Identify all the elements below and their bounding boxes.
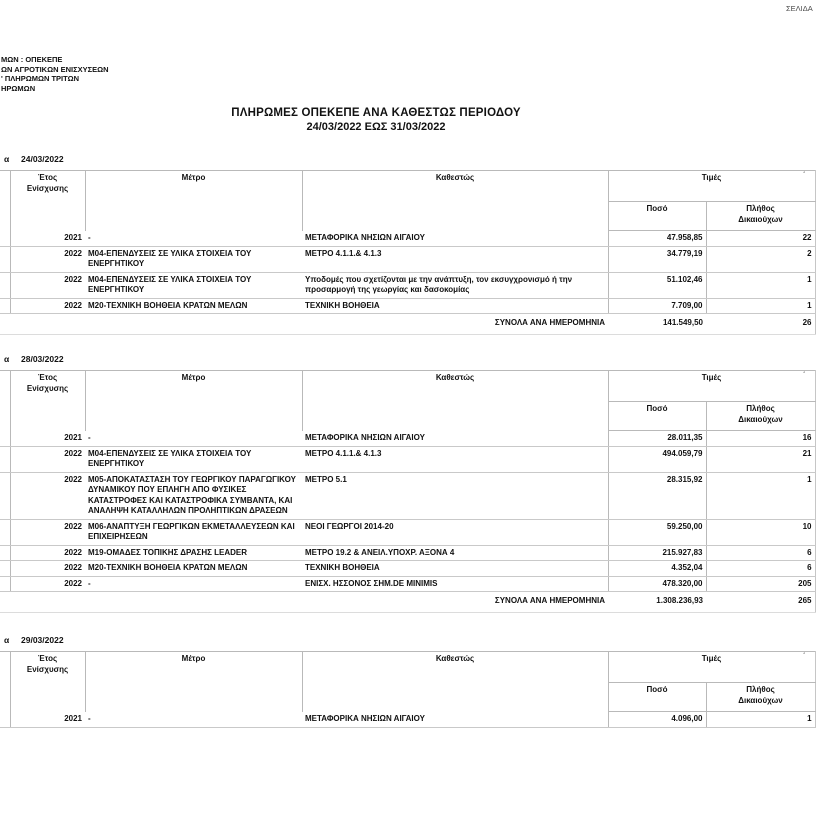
total-amount: 1.308.236,93: [608, 592, 706, 613]
cell-count: 10: [706, 519, 815, 545]
cell-year: 2022: [10, 472, 85, 519]
total-count: 26: [706, 314, 815, 335]
cell-measure: M19-ΟΜΑΔΕΣ ΤΟΠΙΚΗΣ ΔΡΑΣΗΣ LEADER: [85, 545, 302, 561]
cell-regime: ΝΕΟΙ ΓΕΩΡΓΟΙ 2014-20: [302, 519, 608, 545]
col-header-amount: Ποσό: [608, 202, 706, 231]
col-header-beneficiaries: Πλήθος Δικαιούχων: [706, 202, 815, 231]
col-header-beneficiaries: Πλήθος Δικαιούχων: [706, 683, 815, 712]
section-2022-03-29: [0, 635, 818, 728]
col-header-measure: Μέτρο: [85, 652, 302, 712]
agency-line-1: ΜΩΝ : ΟΠΕΚΕΠΕ: [1, 55, 63, 64]
section-date: 28/03/2022: [21, 354, 64, 364]
cell-regime: ΜΕΤΡΟ 19.2 & ΑΝΕΙΛ.ΥΠΟΧΡ. ΑΞΟΝΑ 4: [302, 545, 608, 561]
accent-mark: ΄: [802, 171, 806, 180]
section-2022-03-24: [0, 154, 818, 335]
cell-regime: ΜΕΤΡΟ 4.1.1.& 4.1.3: [302, 246, 608, 272]
payment-row: [0, 576, 815, 592]
cell-measure: -: [85, 712, 302, 728]
col-header-amount: Ποσό: [608, 402, 706, 431]
cell-year: 2022: [10, 545, 85, 561]
payment-row: [0, 272, 815, 298]
cell-regime: ΜΕΤΑΦΟΡΙΚΑ ΝΗΣΙΩΝ ΑΙΓΑΙΟΥ: [302, 712, 608, 728]
col-header-amount: Ποσό: [608, 683, 706, 712]
col-header-measure: Μέτρο: [85, 371, 302, 431]
payment-row: [0, 446, 815, 472]
cell-measure: M06-ΑΝΑΠΤΥΞΗ ΓΕΩΡΓΙΚΩΝ ΕΚΜΕΤΑΛΛΕΥΣΕΩΝ ΚΑΙ ΕΠΙΧΕΙΡΗΣΕΩΝ: [85, 519, 302, 545]
totals-row: [0, 592, 815, 613]
cell-count: 16: [706, 431, 815, 447]
date-prefix: α: [4, 635, 10, 645]
payment-row: [0, 712, 815, 728]
col-header-regime: Καθεστώς: [302, 171, 608, 231]
cell-regime: ΜΕΤΑΦΟΡΙΚΑ ΝΗΣΙΩΝ ΑΙΓΑΙΟΥ: [302, 431, 608, 447]
cell-year: 2021: [10, 431, 85, 447]
cut-column: [0, 652, 10, 712]
agency-line-4: ΗΡΩΜΩΝ: [1, 83, 36, 93]
col-header-values: Τιμές ΄: [608, 371, 815, 402]
cell-year: 2021: [10, 231, 85, 247]
report-title: ΠΛΗΡΩΜΕΣ ΟΠΕΚΕΠΕ ΑΝΑ ΚΑΘΕΣΤΩΣ ΠΕΡΙΟΔΟΥ: [231, 107, 521, 119]
cell-year: 2022: [10, 576, 85, 592]
payment-row: [0, 519, 815, 545]
cell-amount: 51.102,46: [608, 272, 706, 298]
totals-row: [0, 314, 815, 335]
cell-count: 6: [706, 561, 815, 577]
payment-row: [0, 246, 815, 272]
payments-table: [0, 170, 816, 335]
payments-table: [0, 651, 816, 728]
cell-year: 2022: [10, 446, 85, 472]
cell-count: 22: [706, 231, 815, 247]
cell-measure: -: [85, 231, 302, 247]
cell-regime: ΜΕΤΡΟ 4.1.1.& 4.1.3: [302, 446, 608, 472]
cell-regime: ΜΕΤΡΟ 5.1: [302, 472, 608, 519]
cell-year: 2022: [10, 246, 85, 272]
col-header-year: Έτος Ενίσχυσης: [10, 171, 85, 231]
cell-amount: 47.958,85: [608, 231, 706, 247]
cell-measure: -: [85, 431, 302, 447]
cell-regime: ΕΝΙΣΧ. ΗΣΣΟΝΟΣ ΣΗΜ.DE MINIMIS: [302, 576, 608, 592]
totals-label: ΣΥΝΟΛΑ ΑΝΑ ΗΜΕΡΟΜΗΝΙΑ: [0, 314, 608, 335]
section-date-line: [0, 154, 818, 165]
payments-table: [0, 370, 816, 613]
cell-amount: 4.096,00: [608, 712, 706, 728]
section-date-line: [0, 635, 818, 646]
section-date: 29/03/2022: [21, 635, 64, 645]
payment-row: [0, 231, 815, 247]
cell-regime: ΜΕΤΑΦΟΡΙΚΑ ΝΗΣΙΩΝ ΑΙΓΑΙΟΥ: [302, 231, 608, 247]
agency-line-2: ΩΝ ΑΓΡΟΤΙΚΩΝ ΕΝΙΣΧΥΣΕΩΝ: [1, 64, 109, 74]
cut-column: [0, 371, 10, 431]
cell-count: 2: [706, 246, 815, 272]
cell-amount: 215.927,83: [608, 545, 706, 561]
cell-amount: 478.320,00: [608, 576, 706, 592]
agency-line-3: ' ΠΛΗΡΩΜΩΝ ΤΡΙΤΩΝ: [1, 74, 80, 83]
payment-row: [0, 298, 815, 314]
cell-amount: 4.352,04: [608, 561, 706, 577]
section-date-line: [0, 354, 818, 365]
cell-measure: M04-ΕΠΕΝΔΥΣΕΙΣ ΣΕ ΥΛΙΚΑ ΣΤΟΙΧΕΙΑ ΤΟΥ ΕΝΕΡΓΗΤΙΚΟΥ: [85, 246, 302, 272]
cell-amount: 28.011,35: [608, 431, 706, 447]
cell-amount: 494.059,79: [608, 446, 706, 472]
cell-amount: 59.250,00: [608, 519, 706, 545]
payment-row: [0, 431, 815, 447]
date-prefix: α: [4, 154, 10, 164]
payment-row: [0, 472, 815, 519]
report-subtitle: 24/03/2022 ΕΩΣ 31/03/2022: [306, 121, 446, 133]
cell-count: 205: [706, 576, 815, 592]
agency-header-block: [1, 55, 109, 93]
cell-amount: 28.315,92: [608, 472, 706, 519]
accent-mark: ΄: [802, 371, 806, 380]
cell-count: 1: [706, 472, 815, 519]
col-header-year: Έτος Ενίσχυσης: [10, 371, 85, 431]
cell-measure: M04-ΕΠΕΝΔΥΣΕΙΣ ΣΕ ΥΛΙΚΑ ΣΤΟΙΧΕΙΑ ΤΟΥ ΕΝΕΡΓΗΤΙΚΟΥ: [85, 272, 302, 298]
cell-year: 2022: [10, 272, 85, 298]
col-header-regime: Καθεστώς: [302, 652, 608, 712]
total-amount: 141.549,50: [608, 314, 706, 335]
totals-label: ΣΥΝΟΛΑ ΑΝΑ ΗΜΕΡΟΜΗΝΙΑ: [0, 592, 608, 613]
col-header-measure: Μέτρο: [85, 171, 302, 231]
cut-column: [0, 171, 10, 231]
cell-measure: M05-ΑΠΟΚΑΤΑΣΤΑΣΗ ΤΟΥ ΓΕΩΡΓΙΚΟΥ ΠΑΡΑΓΩΓΙΚΟΥ ΔΥΝΑΜΙΚΟΥ ΠΟΥ ΕΠΛΗΓΗ ΑΠΟ ΦΥΣΙΚΕΣ ΚΑΤΑΣΤΡΟΦΕΣ ΚΑΙ ΚΑΤΑΣΤΡΟΦΙΚΑ ΣΥΜΒΑΝΤΑ, ΚΑΙ ΑΝΑΛΗΨΗ ΚΑΤΑΛΛΗΛΩΝ ΠΡΟΛΗΠΤΙΚΩΝ ΔΡΑΣΕΩΝ: [85, 472, 302, 519]
cell-regime: Υποδομές που σχετίζονται με την ανάπτυξη, τον εκσυγχρονισμό ή την προσαρμογή της γεωργίας και δασοκομίας: [302, 272, 608, 298]
cell-count: 1: [706, 298, 815, 314]
col-header-beneficiaries: Πλήθος Δικαιούχων: [706, 402, 815, 431]
cell-count: 6: [706, 545, 815, 561]
cell-amount: 7.709,00: [608, 298, 706, 314]
col-header-values: Τιμές ΄: [608, 171, 815, 202]
cell-measure: M04-ΕΠΕΝΔΥΣΕΙΣ ΣΕ ΥΛΙΚΑ ΣΤΟΙΧΕΙΑ ΤΟΥ ΕΝΕΡΓΗΤΙΚΟΥ: [85, 446, 302, 472]
accent-mark: ΄: [802, 652, 806, 661]
cell-count: 1: [706, 272, 815, 298]
page-number-label: ΣΕΛΙΔΑ: [786, 4, 813, 13]
section-date: 24/03/2022: [21, 154, 64, 164]
title-block: [0, 107, 752, 133]
col-header-year: Έτος Ενίσχυσης: [10, 652, 85, 712]
col-header-regime: Καθεστώς: [302, 371, 608, 431]
cell-regime: ΤΕΧΝΙΚΗ ΒΟΗΘΕΙΑ: [302, 561, 608, 577]
cell-regime: ΤΕΧΝΙΚΗ ΒΟΗΘΕΙΑ: [302, 298, 608, 314]
cell-count: 1: [706, 712, 815, 728]
date-prefix: α: [4, 354, 10, 364]
section-2022-03-28: [0, 354, 818, 613]
payment-row: [0, 561, 815, 577]
cell-measure: M20-ΤΕΧΝΙΚΗ ΒΟΗΘΕΙΑ ΚΡΑΤΩΝ ΜΕΛΩΝ: [85, 298, 302, 314]
cell-year: 2022: [10, 519, 85, 545]
cell-amount: 34.779,19: [608, 246, 706, 272]
cell-measure: -: [85, 576, 302, 592]
payment-row: [0, 545, 815, 561]
cell-year: 2021: [10, 712, 85, 728]
col-header-values: Τιμές ΄: [608, 652, 815, 683]
cell-measure: M20-ΤΕΧΝΙΚΗ ΒΟΗΘΕΙΑ ΚΡΑΤΩΝ ΜΕΛΩΝ: [85, 561, 302, 577]
cell-year: 2022: [10, 298, 85, 314]
cell-year: 2022: [10, 561, 85, 577]
cell-count: 21: [706, 446, 815, 472]
total-count: 265: [706, 592, 815, 613]
